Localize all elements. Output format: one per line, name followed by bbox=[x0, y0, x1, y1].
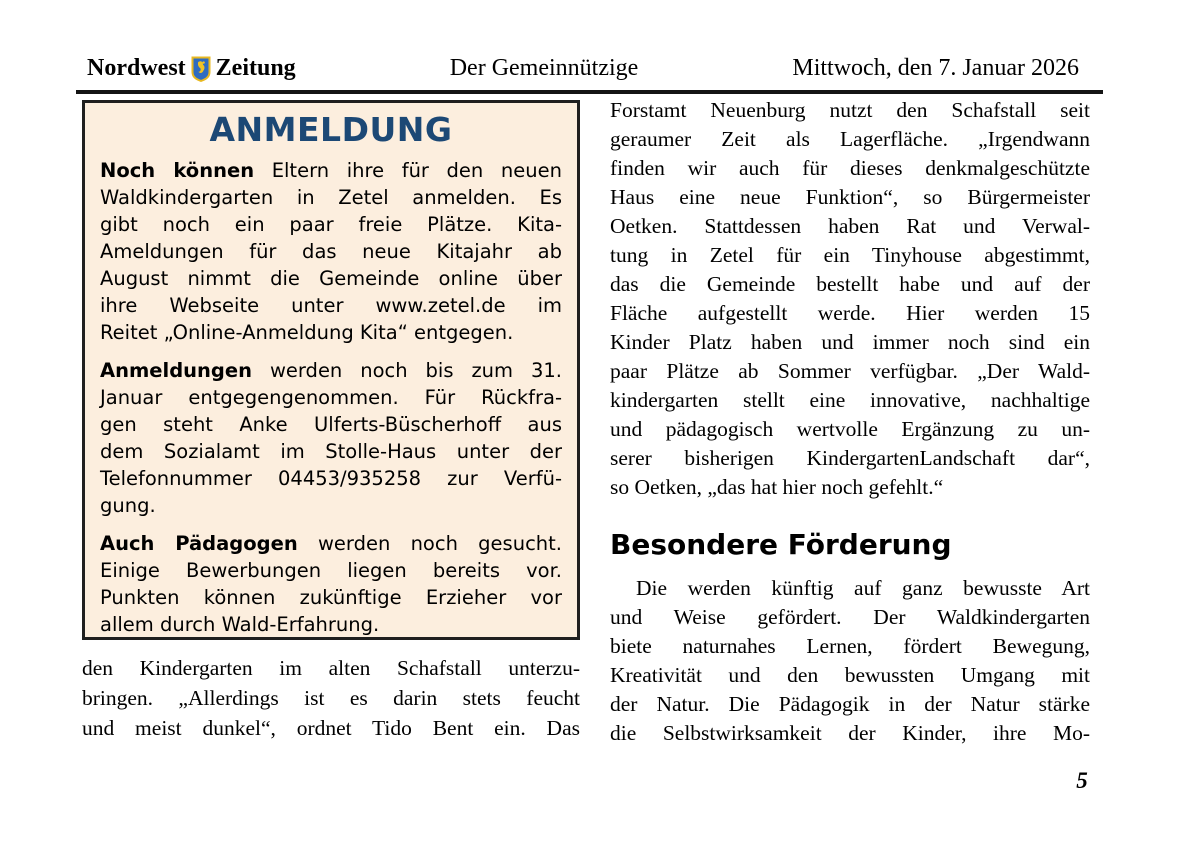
text-line: Fläche aufgestellt werde. Hier werden 15 bbox=[610, 301, 1090, 325]
text-line: so Oetken, „das hat hier noch gefehlt.“ bbox=[610, 475, 944, 499]
section-heading: Besondere Förderung bbox=[610, 528, 952, 561]
text-line: Oetken. Stattdessen haben Rat und Verwal- bbox=[610, 214, 1090, 238]
page-header bbox=[76, 55, 1103, 94]
text-line: bringen. „Allerdings ist es darin stets feucht bbox=[82, 686, 580, 710]
text-line: und Weise gefördert. Der Waldkindergarten bbox=[610, 605, 1090, 629]
text-line: tung in Zetel für ein Tinyhouse abgestimmt, bbox=[610, 243, 1090, 267]
text-line: gung. bbox=[100, 494, 156, 517]
article-paragraph-1 bbox=[610, 96, 1090, 502]
text-line: gen steht Anke Ulferts-Büscherhoff aus bbox=[100, 413, 562, 436]
text-line: der Natur. Die Pädagogik in der Natur stärke bbox=[610, 692, 1090, 716]
paragraph-lead-rest: werden noch bis zum 31. bbox=[252, 359, 562, 382]
announcement-paragraph-2 bbox=[100, 357, 562, 519]
newspaper-name-left: Nordwest bbox=[87, 55, 186, 81]
text-line: Waldkindergarten in Zetel anmelden. Es bbox=[100, 186, 562, 209]
text-line: dem Sozialamt im Stolle-Haus unter der bbox=[100, 440, 562, 463]
text-line: und meist dunkel“, ordnet Tido Bent ein. Das bbox=[82, 716, 580, 740]
paragraph-lead-rest: Eltern ihre für den neuen bbox=[254, 159, 562, 182]
announcement-paragraph-3 bbox=[100, 530, 562, 638]
text-line: biete naturnahes Lernen, fördert Bewegung, bbox=[610, 634, 1090, 658]
text-line: den Kindergarten im alten Schafstall unterzu- bbox=[82, 656, 580, 680]
text-line: August nimmt die Gemeinde online über bbox=[100, 267, 562, 290]
issue-date: Mittwoch, den 7. Januar 2026 bbox=[792, 55, 1079, 81]
announcement-box bbox=[82, 100, 580, 640]
text-line: Januar entgegengenommen. Für Rückfra- bbox=[100, 386, 562, 409]
text-line: Haus eine neue Funktion“, so Bürgermeister bbox=[610, 185, 1090, 209]
text-line bbox=[100, 530, 562, 557]
announcement-title: ANMELDUNG bbox=[209, 110, 453, 149]
text-line: Einige Bewerbungen liegen bereits vor. bbox=[100, 559, 562, 582]
text-line: und pädagogisch wertvolle Ergänzung zu un- bbox=[610, 417, 1090, 441]
text-line: Forstamt Neuenburg nutzt den Schafstall seit bbox=[610, 98, 1090, 122]
text-line: ihre Webseite unter www.zetel.de im bbox=[100, 294, 562, 317]
text-line: Punkten können zukünftige Erzieher vor bbox=[100, 586, 562, 609]
newspaper-name-right: Zeitung bbox=[215, 55, 296, 81]
text-line bbox=[100, 357, 562, 384]
text-line: das die Gemeinde bestellt habe und auf der bbox=[610, 272, 1090, 296]
text-line: kindergarten stellt eine innovative, nachhaltige bbox=[610, 388, 1090, 412]
announcement-paragraph-1 bbox=[100, 157, 562, 346]
text-line: Kreativität und den bewussten Umgang mit bbox=[610, 663, 1090, 687]
text-line: finden wir auch für dieses denkmalgeschützte bbox=[610, 156, 1090, 180]
coat-of-arms-icon bbox=[191, 56, 211, 82]
text-line: allem durch Wald-Erfahrung. bbox=[100, 613, 380, 636]
text-line: paar Plätze ab Sommer verfügbar. „Der Wald- bbox=[610, 359, 1090, 383]
left-column-text bbox=[82, 653, 580, 743]
text-line: geraumer Zeit als Lagerfläche. „Irgendwann bbox=[610, 127, 1090, 151]
paragraph-lead: Anmeldungen bbox=[100, 359, 252, 382]
text-line: Ameldungen für das neue Kitajahr ab bbox=[100, 240, 562, 263]
page-number: 5 bbox=[1076, 768, 1088, 793]
text-line: die Selbstwirksamkeit der Kinder, ihre Mo- bbox=[610, 721, 1090, 745]
text-line: Reitet „Online-Anmeldung Kita“ entgegen. bbox=[100, 321, 514, 344]
text-line: serer bisherigen KindergartenLandschaft dar“, bbox=[610, 446, 1090, 470]
paragraph-lines bbox=[100, 184, 562, 346]
paragraph-lines bbox=[100, 384, 562, 519]
article-paragraph-2 bbox=[610, 574, 1090, 748]
paragraph-lines bbox=[100, 557, 562, 638]
paragraph-lead-rest: werden noch gesucht. bbox=[297, 532, 562, 555]
text-line: Telefonnummer 04453/935258 zur Verfü- bbox=[100, 467, 562, 490]
text-line bbox=[100, 157, 562, 184]
text-line: Kinder Platz haben und immer noch sind ein bbox=[610, 330, 1090, 354]
paragraph-lead: Auch Pädagogen bbox=[100, 532, 298, 555]
newspaper-masthead bbox=[87, 55, 296, 82]
edition-title: Der Gemeinnützige bbox=[449, 55, 639, 81]
text-line: gibt noch ein paar freie Plätze. Kita- bbox=[100, 213, 562, 236]
right-column bbox=[610, 96, 1090, 748]
text-line: Die werden künftig auf ganz bewusste Art bbox=[636, 576, 1090, 600]
paragraph-lead: Noch können bbox=[100, 159, 255, 182]
